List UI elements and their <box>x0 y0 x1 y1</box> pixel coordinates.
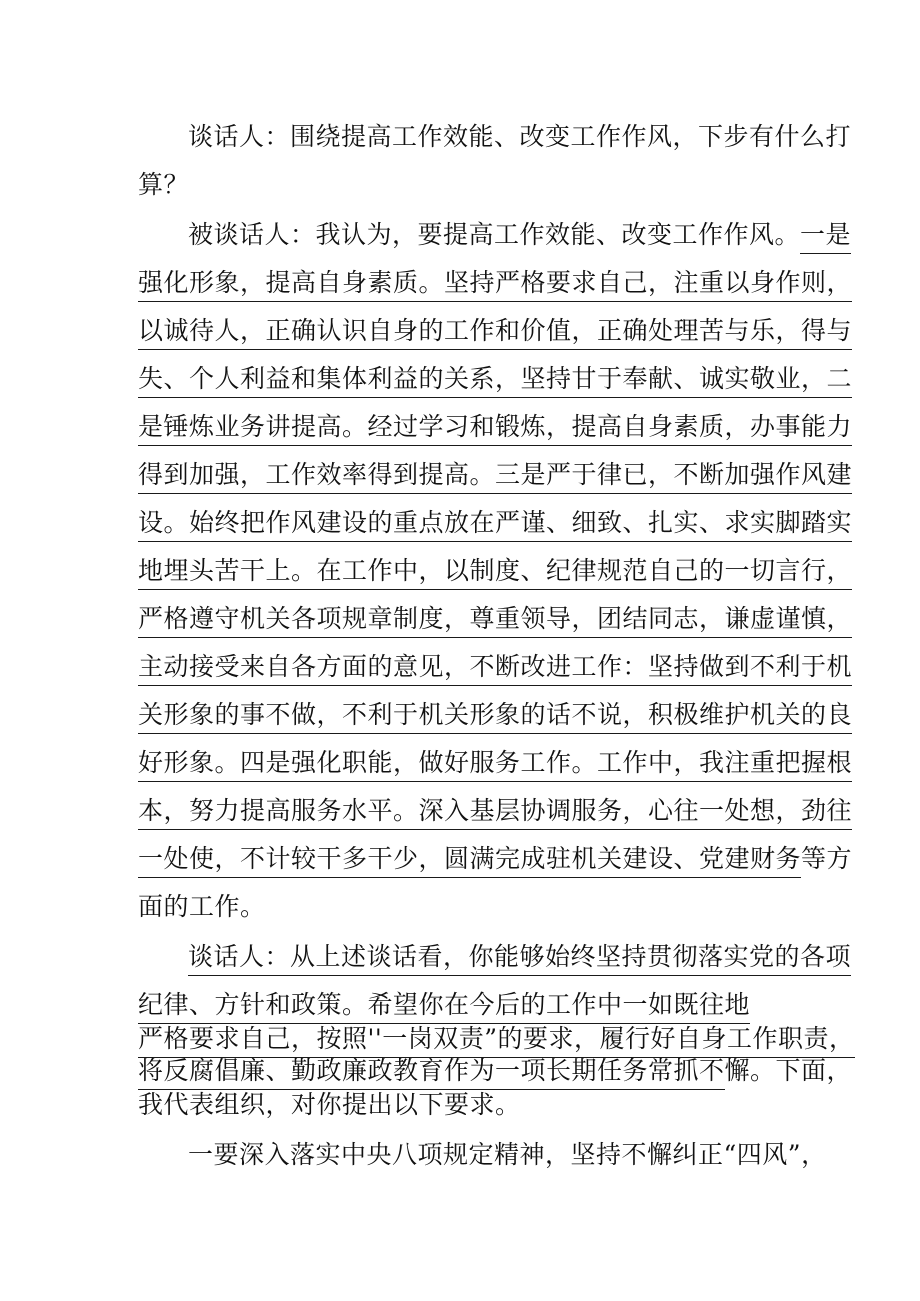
text-line <box>138 1056 852 1086</box>
text-line <box>138 316 852 346</box>
underlined-text: 关形象的事不做，不利于机关形象的话不说，积极维护机关的良 <box>138 700 852 734</box>
text-line <box>138 796 852 826</box>
text-line <box>138 892 266 922</box>
underlined-text: 地埋头苦干上。在工作中，以制度、纪律规范自己的一切言行， <box>138 556 852 590</box>
text: 算？ <box>138 170 190 199</box>
text-line <box>188 1140 827 1170</box>
text: 懈。下面， <box>724 1056 853 1085</box>
underlined-text: 好形象。四是强化职能，做好服务工作。工作中，我注重把握根 <box>138 748 852 782</box>
underlined-text: 谈话人：从上述谈话看，你能够始终坚持贯彻落实党的各项 <box>188 942 851 976</box>
underlined-text: 一是 <box>800 220 851 254</box>
text-line <box>138 1090 521 1120</box>
underlined-text: 得到加强，工作效率得到提高。三是严于律已，不断加强作风建 <box>138 460 852 494</box>
text-line <box>138 700 852 730</box>
text-line <box>138 1024 855 1054</box>
underlined-text: 以诚待人，正确认识自身的工作和价值，正确处理苦与乐，得与 <box>138 316 852 350</box>
text-line <box>138 460 852 490</box>
text-line <box>138 170 189 200</box>
text: 谈话人：围绕提高工作效能、改变工作作风，下步有什么打 <box>188 122 852 151</box>
underlined-text: 失、个人利益和集体利益的关系，坚持甘于奉献、诚实敬业，二 <box>138 364 852 398</box>
text-line <box>188 122 851 152</box>
text: 被谈话人：我认为，要提高工作效能、改变工作作风。 <box>188 220 801 249</box>
text: 我代表组织，对你提出以下要求。 <box>138 1090 521 1119</box>
underlined-text: 一处使，不计较干多干少，圆满完成驻机关建设、党建财务 <box>138 844 801 878</box>
underlined-text: 纪律、方针和政策。希望你在今后的工作中一如既往地 <box>138 990 750 1024</box>
underlined-text: 严格要求自己，按照''一岗双责”的要求，履行好自身工作职责， <box>138 1024 855 1058</box>
text-line <box>138 990 750 1020</box>
underlined-text: 本，努力提高服务水平。深入基层协调服务，心往一处想，劲往 <box>138 796 852 830</box>
underlined-text: 主动接受来自各方面的意见，不断改进工作：坚持做到不利于机 <box>138 652 852 686</box>
text-line <box>138 364 852 394</box>
text-line <box>138 508 852 538</box>
text-line <box>138 412 852 442</box>
text-line <box>138 748 852 778</box>
text-line <box>138 652 852 682</box>
text: 一要深入落实中央八项规定精神，坚持不懈纠正“四风”， <box>188 1140 827 1169</box>
text-line <box>138 268 852 298</box>
text-line <box>138 604 852 634</box>
text-line <box>188 220 851 250</box>
text-line <box>188 942 851 972</box>
text: 等方 <box>801 844 853 873</box>
underlined-text: 将反腐倡廉、勤政廉政教育作为一项长期任务常抓不 <box>138 1056 725 1090</box>
underlined-text: 强化形象，提高自身素质。坚持严格要求自己，注重以身作则， <box>138 268 852 302</box>
underlined-text: 设。始终把作风建设的重点放在严谨、细致、扎实、求实脚踏实 <box>138 508 852 542</box>
underlined-text: 严格遵守机关各项规章制度，尊重领导，团结同志，谦虚谨慎， <box>138 604 852 638</box>
underlined-text: 是锤炼业务讲提高。经过学习和锻炼，提高自身素质，办事能力 <box>138 412 852 446</box>
text-line <box>138 556 852 586</box>
text-line <box>138 844 852 874</box>
text: 面的工作。 <box>138 892 266 921</box>
